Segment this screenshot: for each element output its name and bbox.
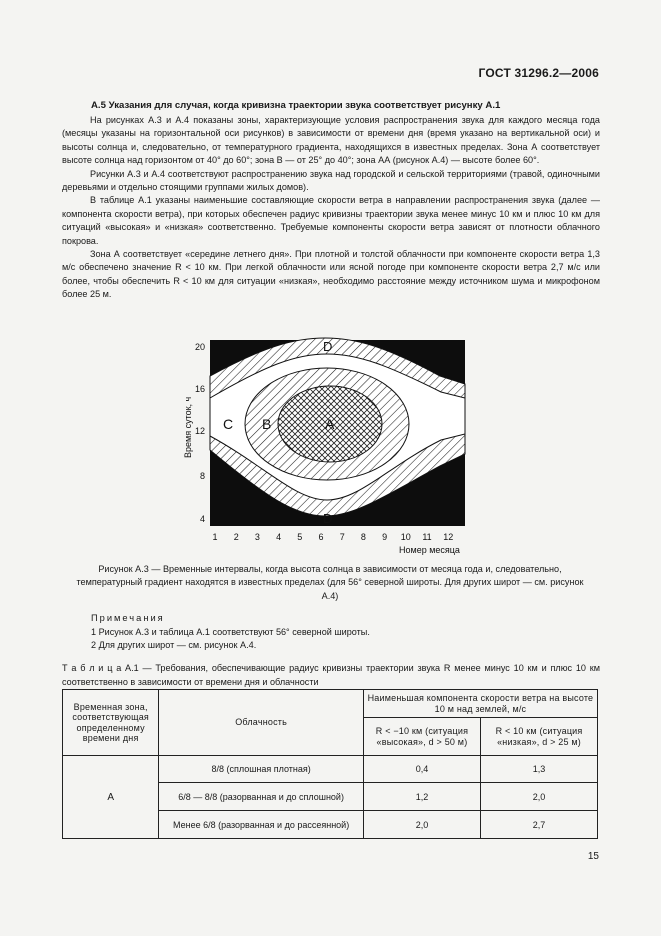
x-tick-label: 1 (212, 532, 218, 542)
figure-sun-zones (175, 326, 475, 558)
x-tick-label: 9 (382, 532, 388, 542)
label-zone-b: B (262, 416, 272, 432)
header-zone: Временная зона, соответствующая определенному времени дня (63, 690, 159, 756)
x-tick-label: 10 (400, 532, 411, 542)
paragraph: На рисунках А.3 и А.4 показаны зоны, характеризующие условия распространения звука для каждого месяца года (месяцы указаны на горизонтальной оси рисунков) в зависимости от времени дня (время указано на вертикальной оси) и высоты солнца и, следовательно, от температурного градиента, находящихся в известных пределах. Зона А соответствует высоте солнца над горизонтом от 40° до 60°; зона В — от 25° до 40°; зона АА (рисунок А.4) — высоте более 60°. (62, 115, 600, 166)
x-tick-label: 12 (443, 532, 454, 542)
table-title: Т а б л и ц а А.1 — Требования, обеспечивающие радиус кривизны траектории звука R менее минус 10 км и плюс 10 км соответственно в зависимости от времени дня и облачности (62, 663, 600, 687)
low-cell: 2,7 (481, 811, 598, 839)
cloud-cell: Менее 6/8 (разорванная и до рассеянной) (159, 811, 364, 839)
header-high: R < −10 км (ситуация «высокая», d > 50 м) (363, 718, 480, 756)
x-axis-label: Номер месяца (399, 545, 460, 555)
note-item: 2 Для других широт — см. рисунок А.4. (91, 640, 257, 650)
x-tick-label: 3 (254, 532, 260, 542)
y-tick-label: 16 (194, 384, 205, 394)
label-zone-a: A (325, 416, 335, 432)
x-tick-label: 2 (233, 532, 239, 542)
y-tick-label: 4 (199, 514, 205, 524)
y-tick-label: 8 (199, 471, 205, 481)
note-item: 1 Рисунок А.3 и таблица А.1 соответствуют 56° северной широты. (91, 627, 370, 637)
header-cloud: Облачность (159, 690, 364, 756)
label-zone-d-top: D (323, 339, 333, 354)
x-tick-label: 8 (360, 532, 366, 542)
y-tick-label: 20 (194, 342, 205, 352)
x-tick-label: 7 (339, 532, 345, 542)
zone-cell: А (63, 756, 159, 839)
requirements-table (62, 689, 598, 839)
table-row (63, 756, 598, 783)
x-tick-label: 5 (297, 532, 303, 542)
x-tick-label: 4 (276, 532, 282, 542)
page-number: 15 (587, 851, 599, 862)
high-cell: 1,2 (363, 783, 480, 811)
paragraph: Рисунки А.3 и А.4 соответствуют распространению звука над городской и сельской территориями (травой, одиночными деревьями и отдельно стоящими группами жилых домов). (62, 168, 600, 193)
section-title: А.5 Указания для случая, когда кривизна траектории звука соответствует рисунку А.1 (91, 100, 501, 111)
header-low: R < 10 км (ситуация «низкая», d > 25 м) (481, 718, 598, 756)
figure-caption: Рисунок А.3 — Временные интервалы, когда высота солнца в зависимости от месяца года и, следовательно, температурный градиент находятся в известных пределах (для 56° северной широты. Для других широт — см. рисунок А.4) (76, 564, 584, 601)
document-code: ГОСТ 31296.2—2006 (478, 66, 599, 80)
label-zone-d-bottom: D (323, 511, 333, 526)
paragraph: Зона А соответствует «середине летнего дня». При плотной и толстой облачности при компоненте скорости ветра 1,3 м/с обеспечено значение R < 10 км. При легкой облачности или ясной погоде при компоненте скорости ветра 2,7 м/с или более, чтобы обеспечить R < 10 км для ситуации «низкая», необходимо расстояние между источником шума и микрофоном более 25 м. (62, 249, 600, 300)
notes-heading: Примечания (91, 613, 165, 623)
paragraph: В таблице А.1 указаны наименьшие составляющие скорости ветра в направлении распространения звука (далее — компонента скорости ветра), при которых обеспечен радиус кривизны траектории звука менее минус 10 км и плюс 10 км для ситуаций «высокая» и «низкая» соответственно. Требуемые компоненты скорости ветра зависят от плотности облачного покрова. (62, 195, 600, 246)
label-zone-c: C (223, 416, 234, 432)
y-tick-label: 12 (194, 426, 205, 436)
low-cell: 2,0 (481, 783, 598, 811)
y-axis-ticks (195, 342, 205, 524)
high-cell: 2,0 (363, 811, 480, 839)
x-axis-ticks (212, 532, 453, 542)
x-tick-label: 11 (422, 532, 432, 542)
x-tick-label: 6 (318, 532, 324, 542)
low-cell: 1,3 (481, 756, 598, 783)
header-wind: Наименьшая компонента скорости ветра на высоте 10 м над землей, м/с (363, 690, 597, 718)
cloud-cell: 8/8 (сплошная плотная) (159, 756, 364, 783)
high-cell: 0,4 (363, 756, 480, 783)
paragraph-block (62, 114, 600, 302)
y-axis-label: Время суток, ч (183, 396, 193, 458)
cloud-cell: 6/8 — 8/8 (разорванная и до сплошной) (159, 783, 364, 811)
